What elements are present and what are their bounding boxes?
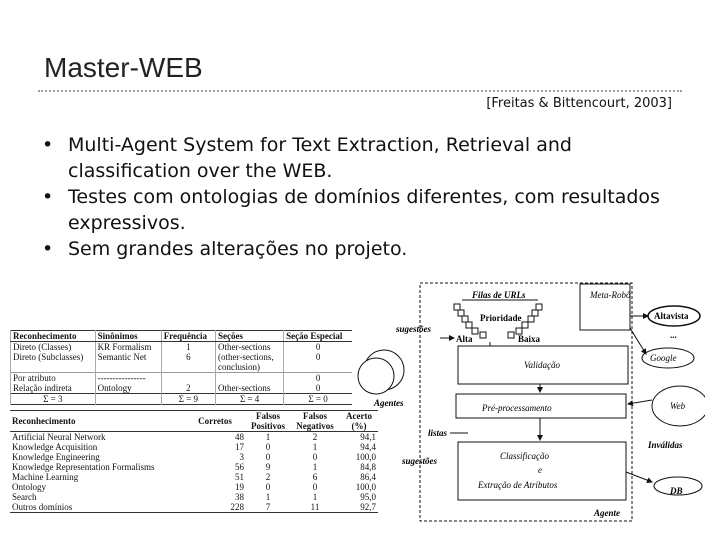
low-priority-label: Baixa: [518, 334, 541, 344]
table-row: [10, 492, 378, 502]
attribute-extraction-label: Extração de Atributos: [478, 480, 558, 490]
table-cell: Knowledge Acquisition: [12, 442, 98, 452]
table-header: Falsos Positivos: [246, 411, 290, 432]
citation: [Freitas & Bittencourt, 2003]: [486, 96, 672, 111]
table-header-row: [11, 331, 353, 342]
table-cell: 48: [235, 432, 244, 442]
architecture-diagram: [340, 276, 705, 526]
table-cell: Ontology: [12, 482, 47, 492]
table-cell: 86,4: [360, 472, 376, 482]
queue-cell: [532, 310, 538, 316]
table-cell: 0: [312, 452, 318, 462]
synonyms-table: [10, 330, 352, 405]
table-cell: 0: [265, 442, 271, 452]
table-header-row: [10, 411, 378, 432]
table-cell: 1: [161, 342, 215, 353]
table-cell: 100,0: [355, 482, 376, 492]
table-cell: 3: [239, 452, 244, 462]
classification-and-label: e: [538, 465, 542, 475]
meta-robot-label: Meta-Robô: [590, 290, 631, 300]
agent-label: Agente: [594, 508, 620, 518]
table-cell: Σ = 3: [11, 394, 96, 405]
table-cell: 1: [265, 492, 271, 502]
queue-cell: [528, 316, 534, 322]
bullet-list: [30, 132, 690, 262]
table-cell: Artificial Neural Network: [12, 432, 106, 442]
bullet-marker: •: [42, 238, 54, 260]
high-priority-label: Alta: [456, 334, 473, 344]
queue-cell: [536, 304, 542, 310]
queue-cell: [480, 332, 486, 338]
table-cell: 94,4: [360, 442, 376, 452]
table-cell: Σ = 4: [216, 394, 284, 405]
table-cell: [95, 394, 161, 405]
table-cell: 51: [235, 472, 244, 482]
table-row: [10, 482, 378, 492]
table-cell: Machine Learning: [12, 472, 79, 482]
results-table: [10, 410, 378, 513]
table-row: [10, 442, 378, 452]
table-header: Seção Especial: [284, 331, 352, 342]
table-cell: 7: [265, 502, 271, 512]
agents-label: Agentes: [374, 398, 404, 408]
table-cell: Direto (Subclasses): [11, 352, 96, 362]
table-cell: [95, 362, 161, 373]
table-cell: 94,1: [360, 432, 376, 442]
table-header: Reconhecimento: [10, 411, 184, 432]
table-row: [11, 394, 353, 405]
database-label: DB: [670, 486, 683, 496]
table-header: Frequência: [161, 331, 215, 342]
table-row: [10, 452, 378, 462]
table-cell: 0: [284, 352, 352, 362]
table-cell: (other-sections,: [216, 352, 284, 362]
validation-label: Validação: [524, 360, 560, 370]
table-row: [10, 502, 378, 513]
table-cell: Search: [12, 492, 37, 502]
table-cell: conclusion): [216, 362, 284, 373]
bullet-text: Multi-Agent System for Text Extraction, Retrieval and classification over the WEB.: [68, 134, 572, 182]
table-cell: Ontology: [95, 383, 161, 394]
bullet-marker: •: [42, 134, 54, 156]
queue-cell: [458, 310, 464, 316]
table-header: Seções: [216, 331, 284, 342]
table-cell: Knowledge Engineering: [12, 452, 100, 462]
web-label: Web: [670, 401, 686, 411]
table-cell: ----------------: [95, 373, 161, 384]
table-cell: 0: [265, 452, 271, 462]
table-cell: Knowledge Representation Formalisms: [12, 462, 155, 472]
suggestions-bottom-label: sugestões: [402, 456, 438, 466]
slide-title: Master-WEB: [44, 52, 203, 83]
table-cell: 1: [312, 462, 318, 472]
table-row: [10, 432, 378, 443]
bullet-item: [30, 184, 690, 236]
table-row: [10, 462, 378, 472]
table-row: [10, 472, 378, 482]
table-header: Reconhecimento: [11, 331, 96, 342]
table-row: [11, 373, 353, 384]
table-header: Sinônimos: [95, 331, 161, 342]
table-cell: 100,0: [355, 452, 376, 462]
priority-label: Prioridade: [480, 313, 522, 323]
table-cell: 92,7: [360, 502, 376, 512]
table-cell: 6: [312, 472, 318, 482]
table-cell: 1: [312, 492, 318, 502]
table-cell: 6: [161, 352, 215, 362]
table-cell: Semantic Net: [95, 352, 161, 362]
classification-label: Classificação: [500, 451, 549, 461]
table-cell: Other-sections: [216, 342, 284, 353]
table-cell: [161, 362, 215, 373]
table-cell: [216, 373, 284, 384]
table-cell: 19: [235, 482, 244, 492]
agent-circle: [358, 358, 394, 394]
table-cell: 0: [284, 373, 352, 384]
table-cell: [11, 362, 96, 373]
bullet-marker: •: [42, 186, 54, 208]
table-cell: 84,8: [360, 462, 376, 472]
queue-cell: [522, 322, 528, 328]
more-engines-label: ...: [670, 330, 677, 340]
table-cell: 11: [310, 502, 320, 512]
table-row: [11, 352, 353, 362]
google-label: Google: [650, 353, 677, 363]
table-cell: 0: [265, 482, 271, 492]
altavista-label: Altavista: [654, 311, 689, 321]
table-row: [11, 362, 353, 373]
table-cell: 2: [265, 472, 271, 482]
table-cell: 38: [235, 492, 244, 502]
table-cell: 0: [312, 482, 318, 492]
table-cell: 1: [312, 442, 318, 452]
table-cell: Relação indireta: [11, 383, 96, 394]
invalid-label: Inválidas: [648, 440, 683, 450]
table-row: [11, 342, 353, 353]
preprocessing-label: Pré-processamento: [482, 403, 552, 413]
table-header: Falsos Negativos: [290, 411, 340, 432]
table-cell: 0: [284, 342, 352, 353]
table-header: Acerto (%): [340, 411, 378, 432]
table-cell: 228: [230, 502, 244, 512]
table-cell: Other-sections: [216, 383, 284, 394]
table-cell: Outros domínios: [12, 502, 73, 512]
queue-cell: [466, 322, 472, 328]
table-cell: 9: [265, 462, 271, 472]
table-cell: [161, 373, 215, 384]
queue-cell: [508, 332, 514, 338]
table-cell: 0: [284, 383, 352, 394]
queue-cell: [472, 328, 478, 334]
table-cell: Σ = 9: [161, 394, 215, 405]
bullet-text: Sem grandes alterações no projeto.: [68, 238, 408, 260]
table-cell: 95,0: [360, 492, 376, 502]
table-cell: 2: [312, 432, 318, 442]
suggestions-top-label: sugestões: [396, 324, 432, 334]
table-header: Corretos: [184, 411, 246, 432]
table-cell: 2: [161, 383, 215, 394]
lists-label: listas: [428, 428, 448, 438]
table-cell: 1: [265, 432, 271, 442]
bullet-text: Testes com ontologias de domínios diferentes, com resultados expressivos.: [68, 186, 660, 234]
table-cell: Σ = 0: [284, 394, 352, 405]
table-cell: Por atributo: [11, 373, 96, 384]
table-cell: KR Formalism: [95, 342, 161, 353]
table-cell: 56: [235, 462, 244, 472]
title-divider: [38, 90, 682, 92]
table-cell: 17: [235, 442, 244, 452]
table-row: [11, 383, 353, 394]
bullet-item: [30, 132, 690, 184]
queue-cell: [454, 304, 460, 310]
url-queues-label: Filas de URLs: [472, 290, 526, 300]
table-cell: Direto (Classes): [11, 342, 96, 353]
queue-cell: [462, 316, 468, 322]
bullet-item: [30, 236, 690, 262]
